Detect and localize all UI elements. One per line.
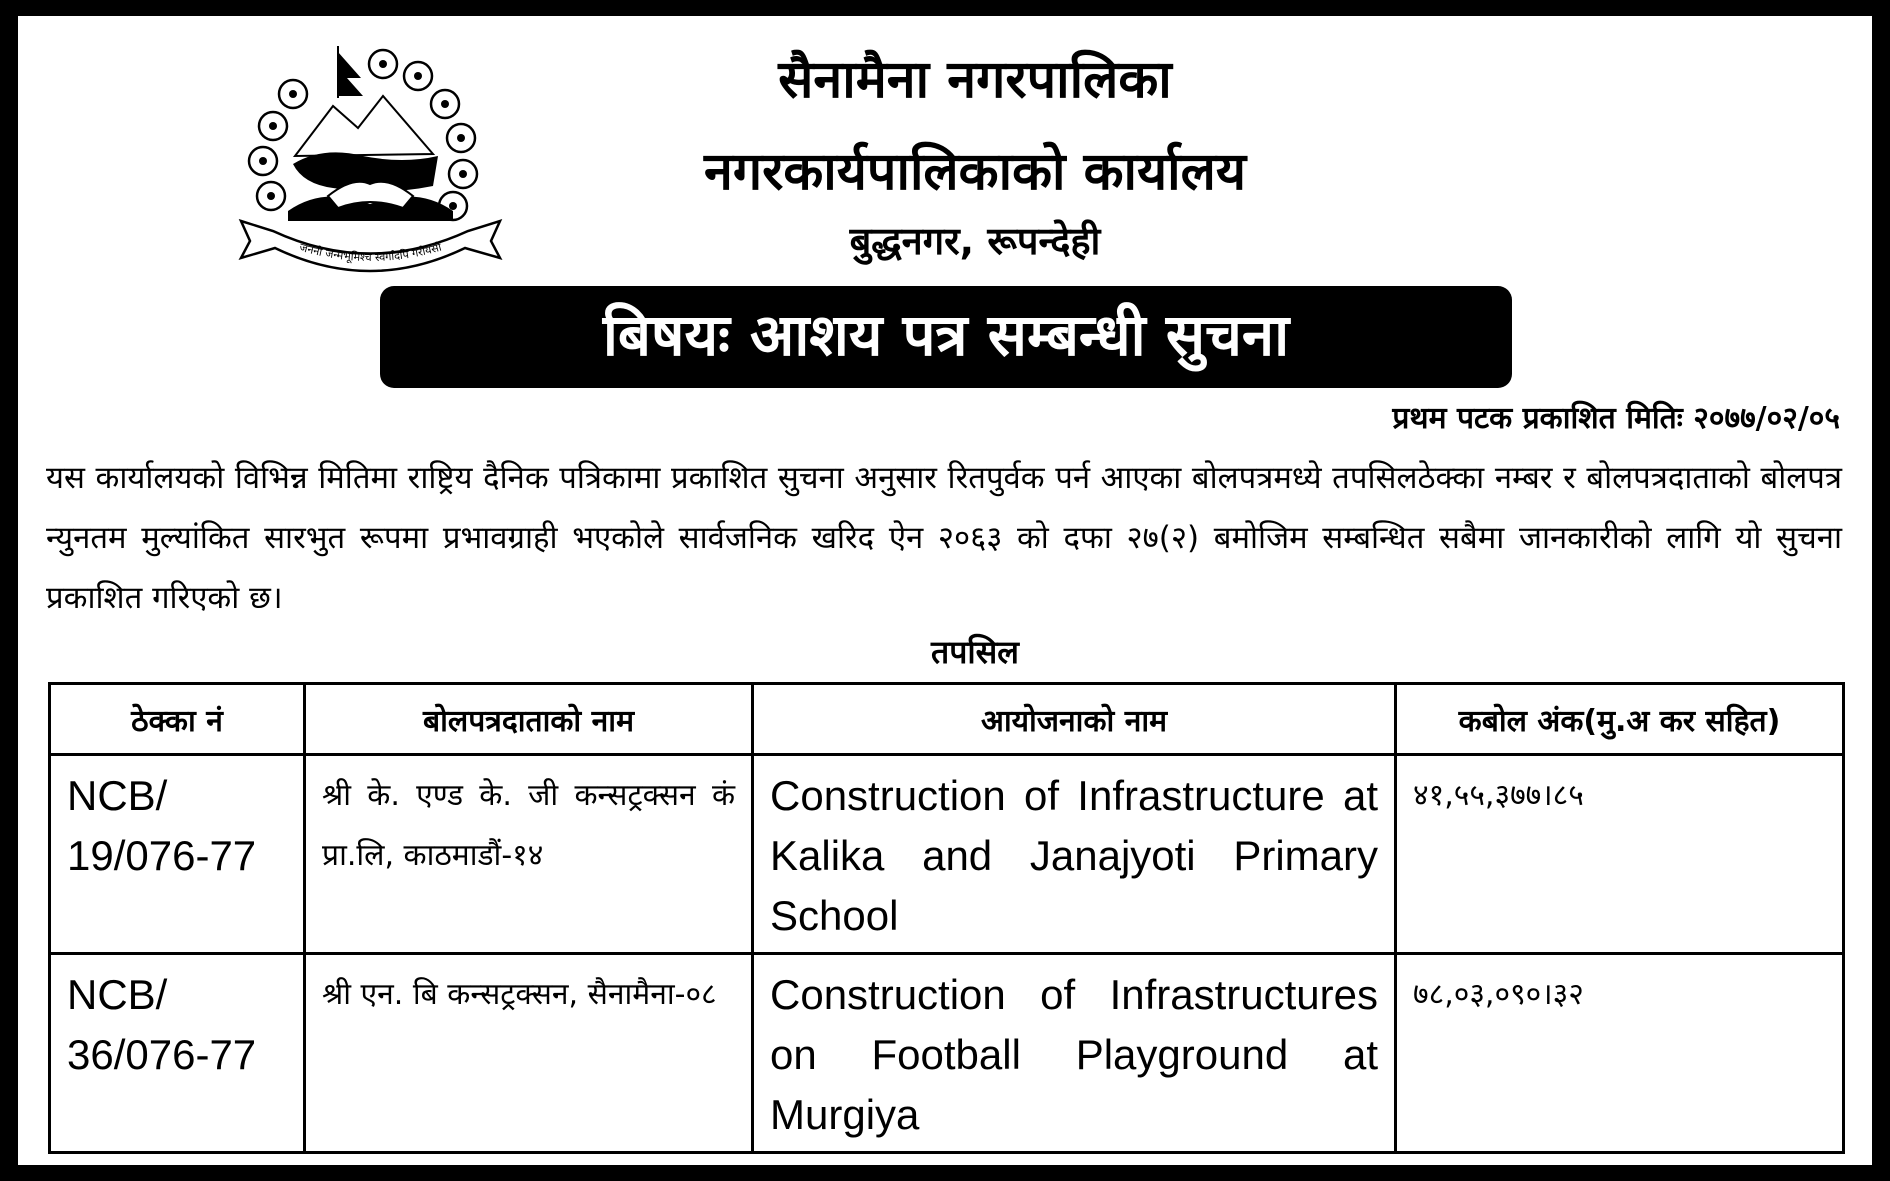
- contract-table: [48, 682, 1845, 1154]
- notice-body: यस कार्यालयको विभिन्न मितिमा राष्ट्रिय दैनिक पत्रिकामा प्रकाशित सुचना अनुसार रितपुर्वक पर्न आएका बोलपत्रमध्ये तपसिलठेक्का नम्बर र बोलपत्रदाताको बोलपत्र न्युनतम मुल्यांकित सारभुत रूपमा प्रभावग्राही भएकोले सार्वजनिक खरिद ऐन २०६३ को दफा २७(२) बमोजिम सम्बन्धित सबैमा जानकारीको लागि यो सुचना प्रकाशित गरिएको छ।: [46, 460, 1842, 616]
- header-bid-amount: कबोल अंक(मु.अ कर सहित): [1396, 684, 1844, 755]
- amount-cell: ४१,५५,३७७।८५: [1396, 755, 1844, 954]
- project-cell: Construction of Infrastructures on Football Playground at Murgiya: [753, 954, 1396, 1153]
- subject-banner: बिषयः आशय पत्र सम्बन्धी सुचना: [380, 286, 1512, 388]
- emblem-motto: जननी जन्मभूमिश्च स्वर्गादपि गरीयसी: [297, 240, 443, 265]
- table-row: [50, 954, 1844, 1153]
- header-bidder-name: बोलपत्रदाताको नाम: [305, 684, 753, 755]
- table-row: [50, 755, 1844, 954]
- municipality-name: सैनामैना नगरपालिका: [778, 50, 1172, 110]
- office-address: बुद्धनगर, रूपन्देही: [849, 219, 1101, 263]
- table-header-row: [50, 684, 1844, 755]
- project-cell: Construction of Infrastructure at Kalika and Janajyoti Primary School: [753, 755, 1396, 954]
- amount-cell: ७८,०३,०९०।३२: [1396, 954, 1844, 1153]
- contract-no-cell: NCB/ 19/076-77: [50, 755, 305, 954]
- bidder-cell: श्री के. एण्ड के. जी कन्सट्रक्सन कं प्रा.लि, काठमाडौं-१४: [305, 755, 753, 954]
- office-name: नगरकार्यपालिकाको कार्यालय: [703, 142, 1247, 202]
- contract-no-cell: NCB/ 36/076-77: [50, 954, 305, 1153]
- bidder-cell: श्री एन. बि कन्सट्रक्सन, सैनामैना-०८: [305, 954, 753, 1153]
- table-title: तपसिल: [930, 633, 1020, 671]
- notice-page: [18, 16, 1872, 1165]
- header-project-name: आयोजनाको नाम: [753, 684, 1396, 755]
- publish-date: प्रथम पटक प्रकाशित मितिः २०७७/०२/०५: [1392, 401, 1840, 436]
- header-contract-no: ठेक्का नं: [50, 684, 305, 755]
